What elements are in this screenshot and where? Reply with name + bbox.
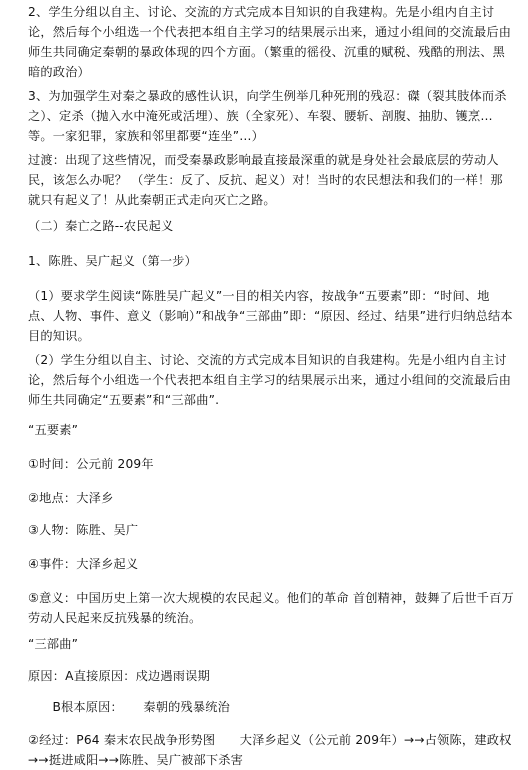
item-cause-a: 原因：A直接原因：戍边遇雨误期 [28, 669, 210, 683]
paragraph-task-1: （1）要求学生阅读“陈胜吴广起义”一目的相关内容，按战争“五要素”即：“时间、地点、人物、事件、意义（影响）”和战争“三部曲”即：“原因、经过、结果”进行归纳总结本目的知识。 [28, 289, 513, 343]
item-significance: ⑤意义：中国历史上第一次大规模的农民起义。他们的革命 首创精神，鼓舞了后世千百万劳动人民起来反抗残暴的统治。 [28, 591, 514, 625]
item-cause-b: B根本原因： 秦朝的残暴统治 [28, 700, 231, 714]
item-place: ②地点：大泽乡 [28, 491, 114, 505]
label-three-parts: “三部曲” [28, 637, 79, 651]
paragraph-task-2: （2）学生分组以自主、讨论、交流的方式完成本目知识的自我建构。先是小组内自主讨论，然后每个小组选一个代表把本组自主学习的结果展示出来，通过小组间的交流最后由师生共同确定“五要素”和“三部曲”. [28, 353, 512, 407]
item-event: ④事件：大泽乡起义 [28, 557, 139, 571]
label-five-elements: “五要素” [28, 423, 79, 437]
paragraph-transition: 过渡：出现了这些情况，而受秦暴政影响最直接最深重的就是身处社会最底层的劳动人民，该怎么办呢？ （学生：反了、反抗、起义）对！当时的农民想法和我们的一样！那就只有起义了！从此秦朝正式走向灭亡之路。 [28, 153, 503, 207]
paragraph-2-group-discussion: 2、学生分组以自主、讨论、交流的方式完成本目知识的自我建构。先是小组内自主讨论，然后每个小组选一个代表把本组自主学习的结果展示出来，通过小组间的交流最后由师生共同确定秦朝的暴政体现的四个方面。（繁重的徭役、沉重的赋税、残酷的刑法、黑暗的政治） [28, 5, 512, 79]
subheading-chen-wu-uprising: 1、陈胜、吴广起义（第一步） [28, 254, 197, 268]
item-people: ③人物：陈胜、吴广 [28, 523, 139, 537]
section-heading-qin-fall: （二）秦亡之路--农民起义 [28, 219, 174, 233]
item-course: ②经过：P64 秦末农民战争形势图 大泽乡起义（公元前 209年）→→占领陈，建政权→→挺进咸阳→→陈胜、吴广被部下杀害 [28, 733, 512, 767]
item-time: ①时间：公元前 209年 [28, 457, 154, 471]
paragraph-3-death-penalty: 3、为加强学生对秦之暴政的感性认识，向学生例举几种死刑的残忍：磔（裂其肢体而杀之）、定杀（抛入水中淹死或活埋）、族（全家死）、车裂、腰斩、剖腹、抽肋、镬烹…等。一家犯罪，家族和邻里都要“连坐”…） [28, 89, 507, 143]
